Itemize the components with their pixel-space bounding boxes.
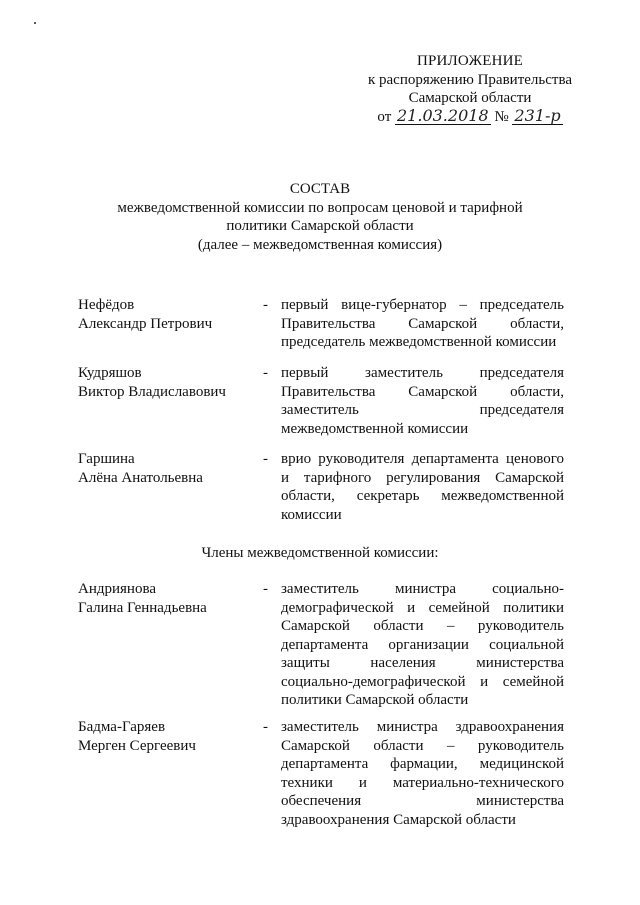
separator-dash: - (263, 451, 268, 467)
appendix-header (330, 52, 610, 126)
member-given-name: Алёна Анатольевна (78, 469, 203, 486)
member-name (78, 364, 258, 401)
title-main: СОСТАВ (289, 181, 351, 197)
separator-dash: - (263, 297, 268, 313)
appendix-line-order: к распоряжению Правительства (367, 71, 572, 88)
title-line-2: межведомственной комиссии по вопросам ценовой и тарифной (117, 199, 523, 216)
member-surname: Кудряшов (78, 365, 142, 381)
title-line-3: политики Самарской области (226, 218, 414, 234)
appendix-line-region: Самарской области (408, 90, 532, 106)
member-given-name: Александр Петрович (78, 315, 213, 332)
member-position: первый заместитель председателя Правительства Самарской области, заместитель председателя межведомственной комиссии (281, 365, 564, 437)
appendix-title: ПРИЛОЖЕНИЕ (416, 53, 524, 69)
members-heading: Члены межведомственной комиссии: (201, 545, 439, 561)
separator-dash: - (263, 581, 268, 597)
member-name (78, 580, 258, 617)
member-name (78, 296, 258, 333)
member-position: заместитель министра социально-демографической и семейной политики Самарской области – руководитель департамента организации социальной защиты населения министерства социально-демографической и семейной политики Самарской области (281, 581, 564, 708)
scan-speck (34, 22, 36, 24)
member-position: заместитель министра здравоохранения Самарской области – руководитель департамента фармации, медицинской техники и материально-технического обеспечения министерства здравоохранения Самарской области (281, 719, 564, 828)
member-given-name: Галина Геннадьевна (78, 599, 207, 616)
title-line-4: (далее – межведомственная комиссия) (197, 236, 443, 253)
member-surname: Андриянова (78, 581, 156, 597)
member-name (78, 450, 258, 487)
separator-dash: - (263, 719, 268, 735)
member-surname: Бадма-Гаряев (78, 719, 166, 735)
member-surname: Гаршина (78, 451, 135, 467)
date-prefix: от (377, 108, 392, 125)
member-position: врио руководителя департамента ценового и тарифного регулирования Самарской области, секретарь межведомственной комиссии (281, 451, 564, 523)
member-given-name: Виктор Владиславович (78, 383, 226, 400)
member-position: первый вице-губернатор – председатель Правительства Самарской области, председатель межведомственной комиссии (281, 297, 564, 350)
handwritten-number: 231-р (514, 105, 561, 125)
appendix-date-number-line (330, 105, 610, 127)
separator-dash: - (263, 365, 268, 381)
handwritten-date: 21.03.2018 (397, 105, 489, 125)
number-prefix: № (494, 108, 509, 125)
document-title (60, 180, 580, 254)
member-name (78, 718, 258, 755)
member-given-name: Мерген Сергеевич (78, 737, 196, 754)
member-surname: Нефёдов (78, 297, 135, 313)
